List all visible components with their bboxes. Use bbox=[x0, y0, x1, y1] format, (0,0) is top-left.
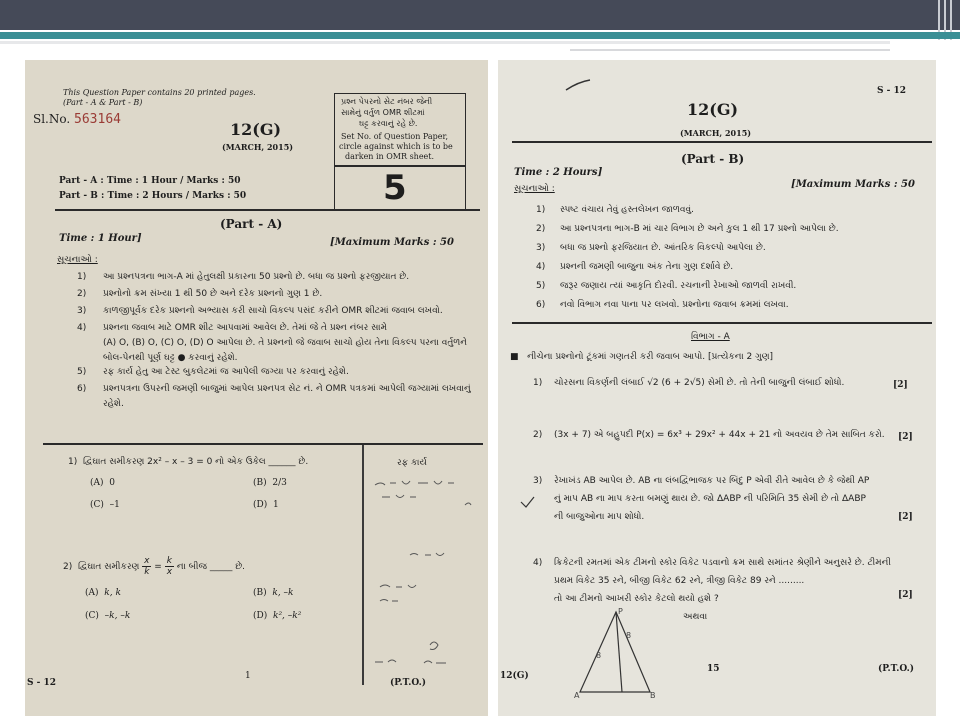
part-a-heading: (Part - A) bbox=[220, 217, 283, 231]
question-text: (3x + 7) એ બહુપદી P(x) = 6x³ + 29x² + 44x + 21 નો અવયવ છે તેમ સાબિત કરો. bbox=[554, 430, 885, 440]
paper-date-right: (MARCH, 2015) bbox=[680, 128, 752, 138]
footer-code: S - 12 bbox=[27, 678, 57, 688]
instruction-number: 5) bbox=[536, 281, 546, 291]
question-text: ની બાજુઓના માપ શોધો. bbox=[554, 512, 645, 522]
section-rule-right bbox=[512, 322, 932, 324]
section-rule bbox=[43, 443, 483, 445]
part-b-max-marks: [Maximum Marks : 50 bbox=[791, 179, 915, 190]
instruction-text: (A) O, (B) O, (C) O, (D) O આપેલા છે. તે પ્રશ્નનો જે જવાબ સાચો હોય તેના વિકલ્પ પરના વર્તુળને bbox=[103, 338, 468, 348]
slide-top-bar bbox=[0, 0, 960, 30]
svg-text:8: 8 bbox=[626, 631, 632, 640]
footer-pto-right: (P.T.O.) bbox=[878, 664, 915, 674]
page-code: S - 12 bbox=[877, 86, 907, 96]
footer-page-number-right: 15 bbox=[707, 664, 720, 674]
instruction-number: 5) bbox=[77, 367, 87, 377]
instruction-number: 3) bbox=[77, 306, 87, 316]
q1-text: 1) દ્વિઘાત સમીકરણ 2x² – x – 3 = 0 નો એક ઉકેલ ______ છે. bbox=[68, 457, 309, 467]
setbox-english-line3: darken in OMR sheet. bbox=[345, 152, 435, 161]
question-number: 3) bbox=[533, 476, 543, 486]
question-text: ચોરસના વિકર્ણની લંબાઈ √2 (6 + 2√5) સેમી છે. તો તેની બાજુની લંબાઈ શોધો. bbox=[554, 378, 845, 388]
instruction-number: 4) bbox=[536, 262, 546, 272]
part-b-time-line: Time : 2 Hours] bbox=[514, 167, 603, 178]
q2-option-d: (D) k², –k² bbox=[253, 611, 302, 621]
instruction-text: બધા જ પ્રશ્નો ફરજિયાત છે. આંતરિક વિકલ્પો આપેલા છે. bbox=[560, 243, 766, 253]
instruction-text: પ્રશ્નોનો ક્રમ સંખ્યા 1 થી 50 છે અને દરેક પ્રશ્નનો ગુણ 1 છે. bbox=[103, 289, 323, 299]
section-heading: વિભાગ - A bbox=[691, 332, 730, 342]
instruction-text: નવો વિભાગ નવા પાના પર લખવો. પ્રશ્નોના જવાબ ક્રમમાં લખવા. bbox=[560, 300, 789, 310]
svg-text:P: P bbox=[618, 608, 623, 616]
instruction-number: 2) bbox=[77, 289, 87, 299]
svg-text:A: A bbox=[574, 691, 580, 698]
instruction-text: રહેશે. bbox=[103, 399, 124, 409]
q1-option-b: (B) 2/3 bbox=[253, 478, 287, 488]
serial-number-value: 563164 bbox=[74, 112, 121, 127]
instruction-text: કાળજીપૂર્વક દરેક પ્રશ્નનો અભ્યાસ કરી સાચો વિકલ્પ પસંદ કરીને OMR શીટમાં જવાબ લખવો. bbox=[103, 306, 443, 316]
handwritten-check-mark bbox=[520, 496, 536, 510]
q2-option-a: (A) k, k bbox=[85, 588, 121, 598]
header-note-line2: (Part - A & Part - B) bbox=[63, 98, 143, 107]
q1-option-d: (D) 1 bbox=[253, 500, 279, 510]
instruction-text: પ્રશ્નની જમણી બાજુના અંક તેના ગુણ દર્શાવે છે. bbox=[560, 262, 734, 272]
q2-equation: x k bbox=[144, 556, 150, 577]
triangle-diagram bbox=[568, 608, 698, 698]
instruction-number: 1) bbox=[77, 272, 87, 282]
q1-option-a: (A) 0 bbox=[90, 478, 115, 488]
question-text: નું માપ AB ના માપ કરતા બમણું થાય છે. જો ΔABP ની પરિમિતિ 35 સેમી છે તો ΔABP bbox=[554, 494, 866, 504]
setbox-gujarati-line1: પ્રશ્ન પેપરનો સેટ નંબર જેની bbox=[341, 97, 433, 106]
slide-divider-line bbox=[0, 41, 890, 44]
header-rule-right bbox=[512, 141, 932, 143]
instruction-text: બોલ-પેનથી પૂર્ણ ઘટ્ટ ● કરવાનું રહેશે. bbox=[103, 353, 238, 363]
footer-page-number: 1 bbox=[245, 671, 251, 681]
section-intro: ■ નીચેના પ્રશ્નોનો ટૂંકમાં ગણતરી કરી જવાબ આપો. [પ્રત્યેકના 2 ગુણ] bbox=[510, 352, 774, 362]
instruction-text: રફ કાર્ય હેતુ આ ટેસ્ટ બુકલેટમાં જ આપેલી જગ્યા પર કરવાનું રહેશે. bbox=[103, 367, 349, 377]
setbox-english-line2: circle against which is to be bbox=[339, 142, 453, 151]
handwritten-rough-work bbox=[370, 475, 480, 675]
part-b-heading: (Part - B) bbox=[681, 152, 745, 166]
handwritten-tick-mark bbox=[564, 78, 594, 92]
footer-pto: (P.T.O.) bbox=[390, 678, 427, 688]
q2-text: 2) દ્વિઘાત સમીકરણ x k = k x ના બીજ _____ છે. bbox=[63, 556, 246, 577]
part-b-time: Part - B : Time : 2 Hours / Marks : 50 bbox=[59, 191, 247, 201]
q2-option-b: (B) k, –k bbox=[253, 588, 294, 598]
question-text: ક્રિકેટની રમતમાં એક ટીમનો સ્કોર વિકેટ પડવાનો ક્રમ સાથે સમાંતર શ્રેણીને અનુસરે છે. ટીમની bbox=[554, 558, 891, 568]
instruction-text: સ્પષ્ટ વંચાય તેવું હસ્તલેખન જાળવવું. bbox=[560, 205, 694, 215]
rough-work-divider bbox=[362, 445, 364, 685]
setbox-gujarati-line2: સામેનું વર્તુળ OMR શીટમાં bbox=[341, 108, 425, 117]
question-marks: [2] bbox=[898, 512, 913, 522]
question-number: 2) bbox=[533, 430, 543, 440]
footer-code-right: 12(G) bbox=[500, 671, 529, 681]
instruction-text: પ્રશ્નના જવાબ માટે OMR શીટ આપવામાં આવેલ છે. તેમાં જે તે પ્રશ્ન નંબર સામે bbox=[103, 323, 387, 333]
question-marks: [2] bbox=[898, 590, 913, 600]
question-text: તો આ ટીમનો આખરી સ્કોર કેટલો થયો હશે ? bbox=[554, 594, 719, 604]
instruction-text: જરૂર જણાય ત્યાં આકૃતિ દોરવી. રચનાની રેખાઓ જાળવી રાખવી. bbox=[560, 281, 797, 291]
instruction-text: આ પ્રશ્નપત્રના ભાગ-B માં ચાર વિભાગ છે અને કુલ 1 થી 17 પ્રશ્નો આપેલા છે. bbox=[560, 224, 839, 234]
instruction-number: 6) bbox=[77, 384, 87, 394]
serial-number-label: Sl.No. 563164 bbox=[33, 112, 121, 127]
set-number: 5 bbox=[383, 168, 407, 208]
exam-page-right bbox=[498, 60, 936, 716]
instructions-label: સૂચનાઓ : bbox=[57, 255, 98, 265]
set-number-box bbox=[334, 93, 466, 211]
question-marks: [2] bbox=[898, 432, 913, 442]
q2-option-c: (C) –k, –k bbox=[85, 611, 131, 621]
or-label: અથવા bbox=[683, 612, 708, 622]
part-a-time: Part - A : Time : 1 Hour / Marks : 50 bbox=[59, 176, 241, 186]
part-a-max-marks: [Maximum Marks : 50 bbox=[330, 237, 454, 248]
setbox-english-line1: Set No. of Question Paper, bbox=[341, 132, 449, 141]
header-rule bbox=[55, 209, 480, 211]
exam-page-left bbox=[25, 60, 488, 716]
question-text: રેખાખંડ AB આપેલ છે. AB ના લંબદ્વિભાજક પર બિંદુ P એવી રીતે આવેલ છે કે જેથી AP bbox=[554, 476, 870, 486]
svg-text:B: B bbox=[650, 691, 656, 698]
instruction-number: 4) bbox=[77, 323, 87, 333]
header-note-line1: This Question Paper contains 20 printed pages. bbox=[63, 88, 256, 97]
svg-text:8: 8 bbox=[596, 651, 602, 660]
instruction-text: પ્રશ્નપત્રના ઉપરની જમણી બાજુમાં આપેલ પ્રશ્નપત્ર સેટ નં. ને OMR પત્રકમાં આપેલી જગ્યામાં લખવાનું bbox=[103, 384, 471, 394]
slide-divider-line-short bbox=[570, 49, 890, 51]
instructions-label-right: સૂચનાઓ : bbox=[514, 184, 555, 194]
part-a-time-line: Time : 1 Hour] bbox=[59, 233, 142, 244]
paper-date: (MARCH, 2015) bbox=[222, 142, 294, 152]
rough-work-label: રફ કાર્ય bbox=[397, 458, 427, 468]
question-number: 4) bbox=[533, 558, 543, 568]
paper-title: 12(G) bbox=[230, 120, 282, 139]
instruction-text: આ પ્રશ્નપત્રના ભાગ-A માં હેતુલક્ષી પ્રકારના 50 પ્રશ્નો છે. બધા જ પ્રશ્નો ફરજીયાત છે. bbox=[103, 272, 410, 282]
slide-accent-bar bbox=[0, 32, 960, 39]
paper-title-right: 12(G) bbox=[687, 100, 739, 119]
instruction-number: 3) bbox=[536, 243, 546, 253]
q1-option-c: (C) –1 bbox=[90, 500, 120, 510]
question-number: 1) bbox=[533, 378, 543, 388]
question-text: પ્રથમ વિકેટ 35 રને, બીજી વિકેટ 62 રને, ત્રીજી વિકેટ 89 રને ......... bbox=[554, 576, 805, 586]
instruction-number: 2) bbox=[536, 224, 546, 234]
setbox-gujarati-line3: ઘટ્ટ કરવાનું રહે છે. bbox=[359, 119, 418, 128]
instruction-number: 1) bbox=[536, 205, 546, 215]
question-marks: [2] bbox=[893, 380, 908, 390]
instruction-number: 6) bbox=[536, 300, 546, 310]
